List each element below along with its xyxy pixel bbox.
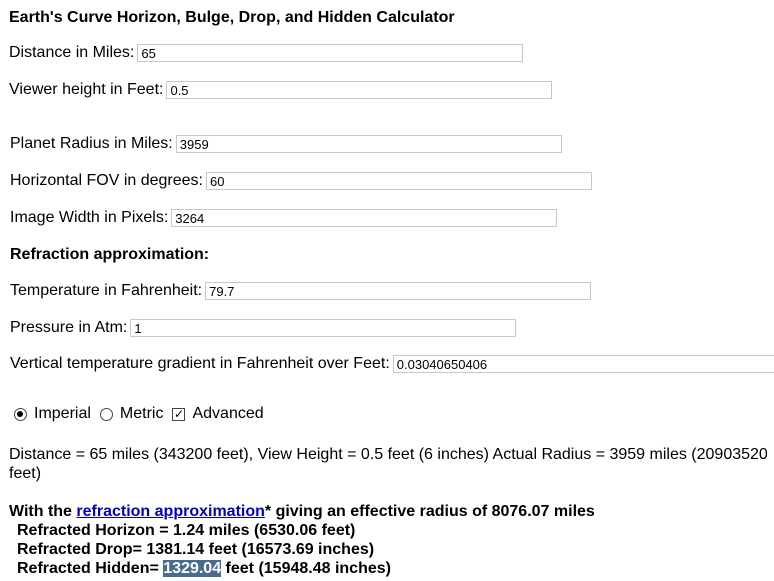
advanced-checkbox[interactable]: ✓: [173, 406, 184, 421]
temperature-input[interactable]: [205, 282, 591, 300]
pressure-input[interactable]: [130, 319, 516, 337]
metric-radio[interactable]: [100, 408, 113, 421]
refraction-heading: Refraction approximation:: [10, 246, 210, 263]
gradient-label: Vertical temperature gradient in Fahrenheit over Feet:: [10, 355, 390, 372]
intro-suffix: * giving an effective radius of 8076.07 miles: [264, 503, 595, 520]
hidden-suffix: feet (15948.48 inches): [221, 560, 391, 577]
planet-radius-row: [10, 133, 562, 155]
pressure-row: [10, 317, 516, 339]
results-block: [9, 502, 595, 578]
summary-text: Distance = 65 miles (343200 feet), View Height = 0.5 feet (6 inches) Actual Radius = 3959 miles (20903520 feet): [9, 446, 768, 482]
distance-row: [9, 42, 523, 64]
distance-input[interactable]: [137, 44, 523, 62]
page-title: Earth's Curve Horizon, Bulge, Drop, and Hidden Calculator: [9, 9, 455, 26]
viewer-height-label: Viewer height in Feet:: [9, 81, 164, 98]
metric-label[interactable]: Metric: [119, 405, 164, 422]
unit-options: [14, 405, 273, 423]
fov-label: Horizontal FOV in degrees:: [10, 172, 203, 189]
imperial-label[interactable]: Imperial: [34, 405, 91, 422]
image-width-row: [10, 207, 557, 229]
temperature-label: Temperature in Fahrenheit:: [10, 282, 203, 299]
planet-radius-label: Planet Radius in Miles:: [10, 135, 173, 152]
imperial-radio[interactable]: [14, 408, 27, 421]
refracted-horizon: Refracted Horizon = 1.24 miles (6530.06 feet): [17, 522, 356, 539]
results-intro: [9, 502, 595, 521]
gradient-input[interactable]: [393, 355, 774, 373]
hidden-prefix: Refracted Hidden=: [17, 560, 164, 577]
hidden-value[interactable]: 1329.04: [163, 560, 222, 577]
gradient-row: [10, 353, 774, 375]
image-width-label: Image Width in Pixels:: [10, 209, 169, 226]
fov-row: [10, 170, 592, 192]
intro-prefix: With the: [9, 503, 77, 520]
viewer-height-row: [9, 79, 552, 101]
refraction-approximation-link[interactable]: refraction approximation: [76, 503, 265, 520]
fov-input[interactable]: [206, 172, 592, 190]
refracted-hidden: [9, 559, 595, 578]
image-width-input[interactable]: [171, 209, 557, 227]
advanced-label[interactable]: Advanced: [192, 405, 264, 422]
refracted-drop: Refracted Drop= 1381.14 feet (16573.69 inches): [17, 541, 375, 558]
distance-label: Distance in Miles:: [9, 44, 135, 61]
viewer-height-input[interactable]: [166, 81, 552, 99]
temperature-row: [10, 280, 591, 302]
pressure-label: Pressure in Atm:: [10, 319, 128, 336]
planet-radius-input[interactable]: [176, 135, 562, 153]
